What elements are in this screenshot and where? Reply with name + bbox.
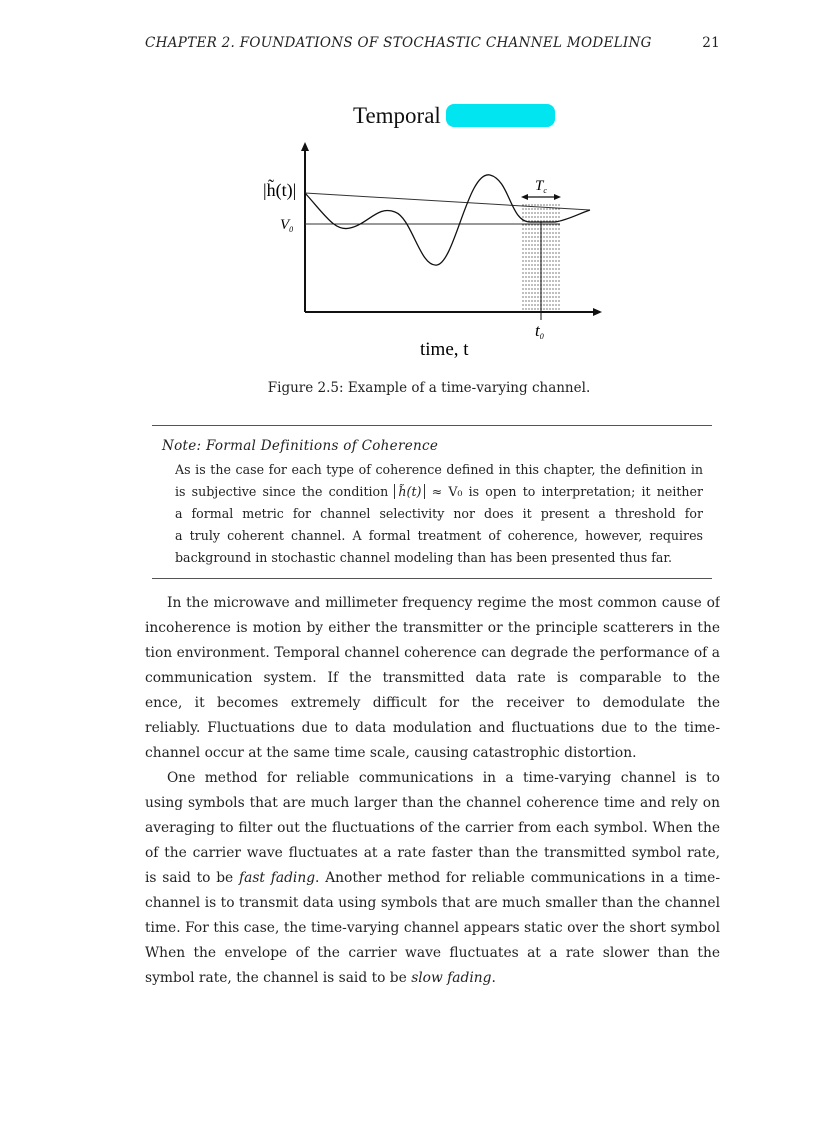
text-segment: is said to be (145, 870, 240, 886)
text-segment: is subjective since the condition (175, 484, 395, 499)
text-line (145, 891, 720, 916)
y-axis-arrow-icon (301, 142, 309, 151)
emphasis-term: slow fading (411, 970, 492, 986)
text-segment: incoherence is motion by either the transmitter or the principle scatterers in the (145, 620, 720, 636)
body-text (145, 591, 720, 991)
figure-time-varying-channel (0, 0, 816, 380)
text-segment: channel occur at the same time scale, causing catastrophic distortion. (145, 745, 637, 761)
text-line (145, 791, 720, 816)
text-line (175, 459, 703, 481)
text-segment: One method for reliable communications in a time-varying channel is to (167, 770, 720, 786)
tc-arrow-right-icon (554, 194, 561, 200)
paragraph (145, 591, 720, 766)
text-line (145, 616, 720, 641)
text-line (145, 941, 720, 966)
text-segment: a truly coherent channel. A formal treatment of coherence, however, requires (175, 528, 703, 543)
text-line (145, 641, 720, 666)
text-line (145, 766, 720, 791)
text-segment: . (491, 970, 496, 986)
text-segment: of the carrier wave fluctuates at a rate faster than the transmitted symbol rate, (145, 845, 720, 861)
math-expression: h̃(t) (394, 484, 425, 499)
text-segment: tion environment. Temporal channel coherence can degrade the performance of a (145, 645, 720, 661)
text-segment: using symbols that are much larger than the channel coherence time and rely on (145, 795, 720, 811)
text-line (145, 716, 720, 741)
text-segment: channel is to transmit data using symbols that are much smaller than the channel (145, 895, 720, 911)
v0-label: $V_0$ (280, 217, 294, 234)
tc-label: $T_c$ (535, 178, 547, 195)
x-axis-arrow-icon (593, 308, 602, 316)
text-segment: symbol rate, the channel is said to be (145, 970, 412, 986)
note-title: Note: Formal Definitions of Coherence (162, 438, 439, 454)
text-segment: In the microwave and millimeter frequency regime the most common cause of (167, 595, 720, 611)
highlight-mark (446, 104, 555, 127)
y-axis-label: |h̃(t)| (263, 180, 297, 200)
text-line (145, 866, 720, 891)
figure-title: Temporal (353, 103, 441, 128)
text-line (145, 691, 720, 716)
text-line (145, 816, 720, 841)
text-line (145, 916, 720, 941)
text-line (145, 741, 720, 766)
emphasis-term: fast fading (239, 870, 316, 886)
text-line (145, 591, 720, 616)
channel-envelope-curve (305, 175, 590, 265)
text-segment: ≈ V₀ is open to interpretation; it neither (431, 484, 703, 499)
text-segment: communication system. If the transmitted data rate is comparable to the (145, 670, 720, 686)
text-segment: When the envelope of the carrier wave fluctuates at a rate slower than the (145, 945, 720, 961)
text-segment: a formal metric for channel selectivity nor does it present a threshold for (175, 506, 703, 521)
page-number: 21 (702, 35, 720, 51)
paragraph (145, 766, 720, 991)
note-body (175, 459, 703, 569)
text-line (175, 481, 703, 503)
text-segment: background in stochastic channel modeling than has been presented thus far. (175, 550, 673, 565)
chapter-title: CHAPTER 2. FOUNDATIONS OF STOCHASTIC CHANNEL MODELING (145, 35, 652, 51)
text-line (145, 966, 720, 991)
text-line (145, 666, 720, 691)
x-axis-label: time, t (420, 339, 469, 360)
t0-label: t0 (535, 321, 544, 341)
text-segment: averaging to filter out the fluctuations of the carrier from each symbol. When the (145, 820, 720, 836)
text-segment: time. For this case, the time-varying channel appears static over the short symbol (145, 920, 720, 936)
text-line (175, 547, 703, 569)
figure-caption: Figure 2.5: Example of a time-varying channel. (267, 380, 591, 396)
text-segment: As is the case for each type of coherence defined in this chapter, the definition in (175, 462, 703, 477)
text-segment: reliably. Fluctuations due to data modulation and fluctuations due to the time- (145, 720, 720, 736)
text-line (175, 525, 703, 547)
tc-arrow-left-icon (521, 194, 528, 200)
text-line (145, 841, 720, 866)
text-segment: ence, it becomes extremely difficult for the receiver to demodulate the (145, 695, 720, 711)
text-segment: . Another method for reliable communications in a time- (315, 870, 720, 886)
trend-line (305, 193, 590, 210)
note-box (152, 425, 712, 579)
text-line (175, 503, 703, 525)
